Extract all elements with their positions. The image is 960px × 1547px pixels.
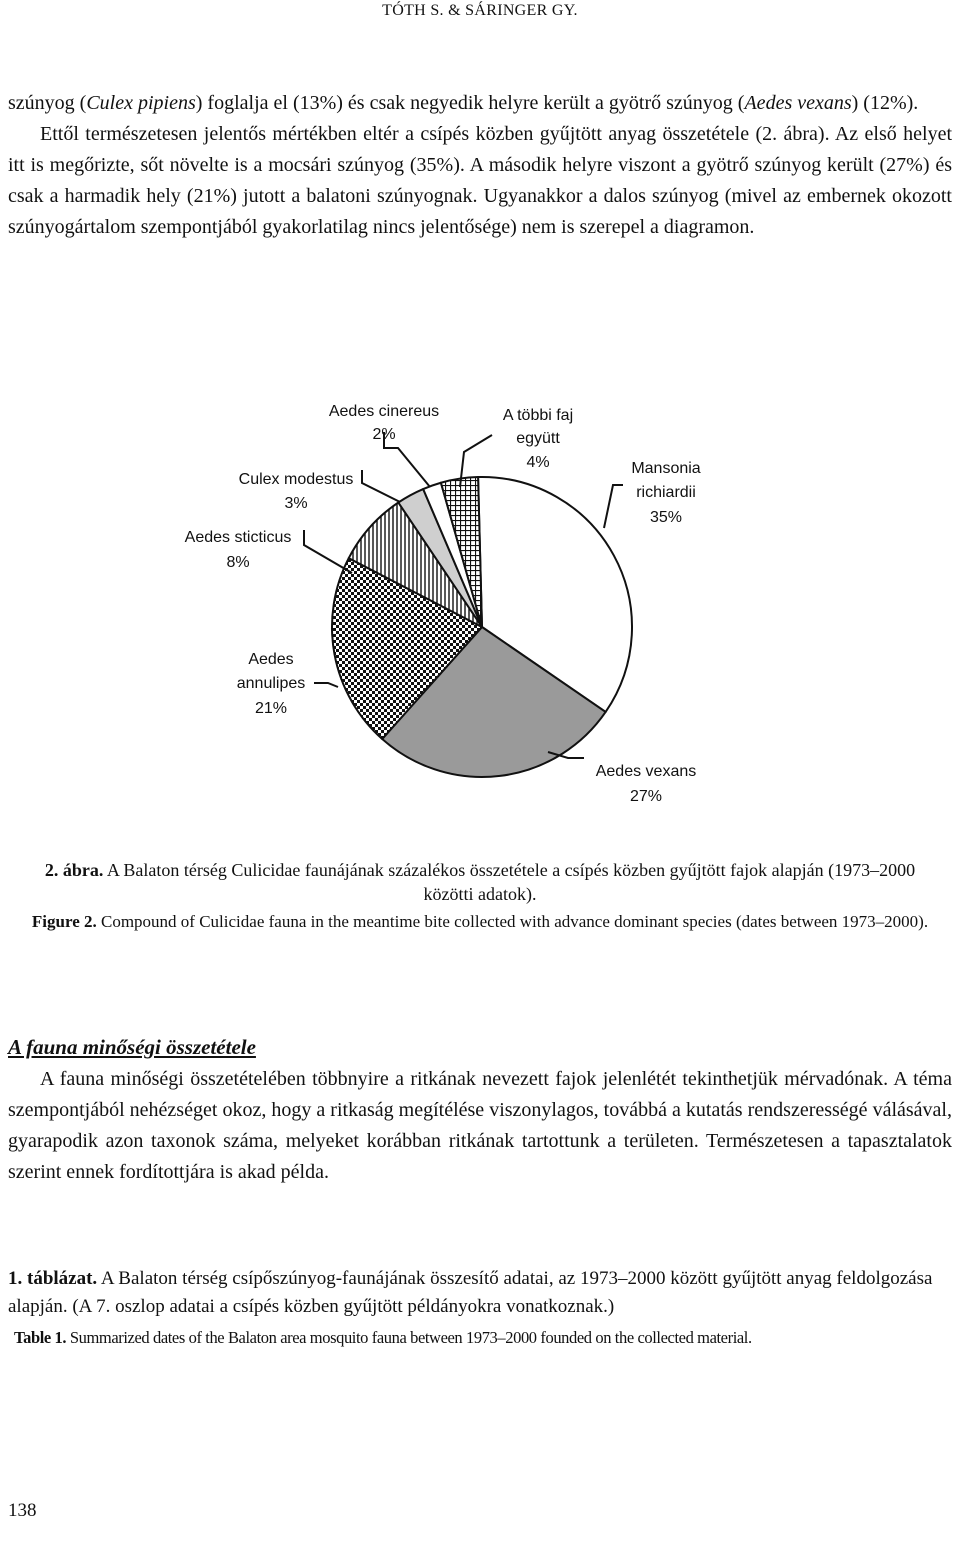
- running-head: TÓTH S. & SÁRINGER GY.: [382, 2, 578, 19]
- label-mansonia-name-1: Mansonia: [631, 460, 701, 477]
- label-cinereus-pct: 2%: [372, 426, 396, 443]
- label-vexans-name: Aedes vexans: [595, 763, 697, 780]
- label-sticticus-name: Aedes sticticus: [184, 529, 292, 546]
- label-modestus-name: Culex modestus: [238, 471, 354, 488]
- label-tobbi-name-2: együtt: [516, 430, 560, 447]
- section-title: A fauna minőségi összetétele: [8, 1035, 256, 1059]
- figure-caption-en: Figure 2. Compound of Culicidae fauna in the meantime bite collected with advance dominant species (dates between 1973–2000).: [31, 912, 929, 931]
- label-tobbi-pct: 4%: [526, 454, 550, 471]
- section-body: A fauna minőségi összetételében többnyire a ritkának nevezett fajok jelenlétét tekinthetjük mérvadónak. A téma szempontjából nehézséget okoz, hogy a ritkaság megítélése viszonylagos, továbbá a kutatás rendszerességé válásával, gyarapodik azon taxonok száma, melyeket korábban ritkának tartottunk a területen. Természetesen a tapasztalatok szerint ennek fordítottjára is akad példa.: [8, 1068, 952, 1183]
- table-caption-hu: 1. táblázat. A Balaton térség csípőszúnyog-faunájának összesítő adatai, az 1973–2000 között gyűjtött anyag feldolgozása alapján. (A 7. oszlop adatai a csípés közben gyűjtött példányokra vonatkoznak.): [8, 1268, 933, 1317]
- label-modestus-pct: 3%: [284, 495, 308, 512]
- label-annulipes-pct: 21%: [254, 700, 288, 717]
- leader-modestus: [362, 470, 400, 502]
- table-caption-en: Table 1. Summarized dates of the Balaton area mosquito fauna between 1973–2000 founded on the collected material.: [14, 1328, 752, 1347]
- pie-chart: [0, 385, 960, 825]
- label-annulipes-name-2: annulipes: [236, 675, 306, 692]
- label-mansonia-name-2: richiardii: [636, 484, 696, 501]
- page-number: 138: [8, 1500, 37, 1521]
- leader-annulipes: [314, 683, 338, 687]
- intro-text: szúnyog (Culex pipiens) foglalja el (13%) és csak negyedik helyre került a gyötrő szúnyog (Aedes vexans) (12%). Ettől természetesen jelentős mértékben eltér a csípés közben gyűjtött anyag összetétele (2. ábra). Az első helyet itt is megőrizte, sőt növelte is a mocsári szúnyog (35%). A második helyre viszont a gyötrő szúnyog került (27%) és csak a harmadik hely (21%) jutott a balatoni szúnyognak. Ugyanakkor a dalos szúnyog (mivel az embernek okozott szúnyogártalom szempontjából gyakorlatilag nincs jelentősége) nem is szerepel a diagramon.: [8, 88, 952, 243]
- label-sticticus-pct: 8%: [226, 554, 250, 571]
- label-mansonia-pct: 35%: [649, 509, 683, 526]
- leader-mansonia: [604, 485, 623, 528]
- label-tobbi-name-1: A többi faj: [502, 407, 574, 424]
- label-cinereus-name: Aedes cinereus: [328, 403, 440, 420]
- intro-paragraph-2: Ettől természetesen jelentős mértékben eltér a csípés közben gyűjtött anyag összetétele (2. ábra). Az első helyet itt is megőrizte, sőt növelte is a mocsári szúnyog (35%). A második helyre viszont a gyötrő szúnyog került (27%) és csak a harmadik hely (21%) jutott a balatoni szúnyognak. Ugyanakkor a dalos szúnyog (mivel az embernek okozott szúnyogártalom szempontjából gyakorlatilag nincs jelentősége) nem is szerepel a diagramon.: [8, 123, 952, 238]
- figure-caption-hu: 2. ábra. A Balaton térség Culicidae faunájának százalékos összetétele a csípés közben gyűjtött fajok alapján (1973–2000 közötti adatok).: [44, 860, 916, 904]
- label-annulipes-name-1: Aedes: [248, 651, 294, 668]
- label-vexans-pct: 27%: [629, 788, 663, 805]
